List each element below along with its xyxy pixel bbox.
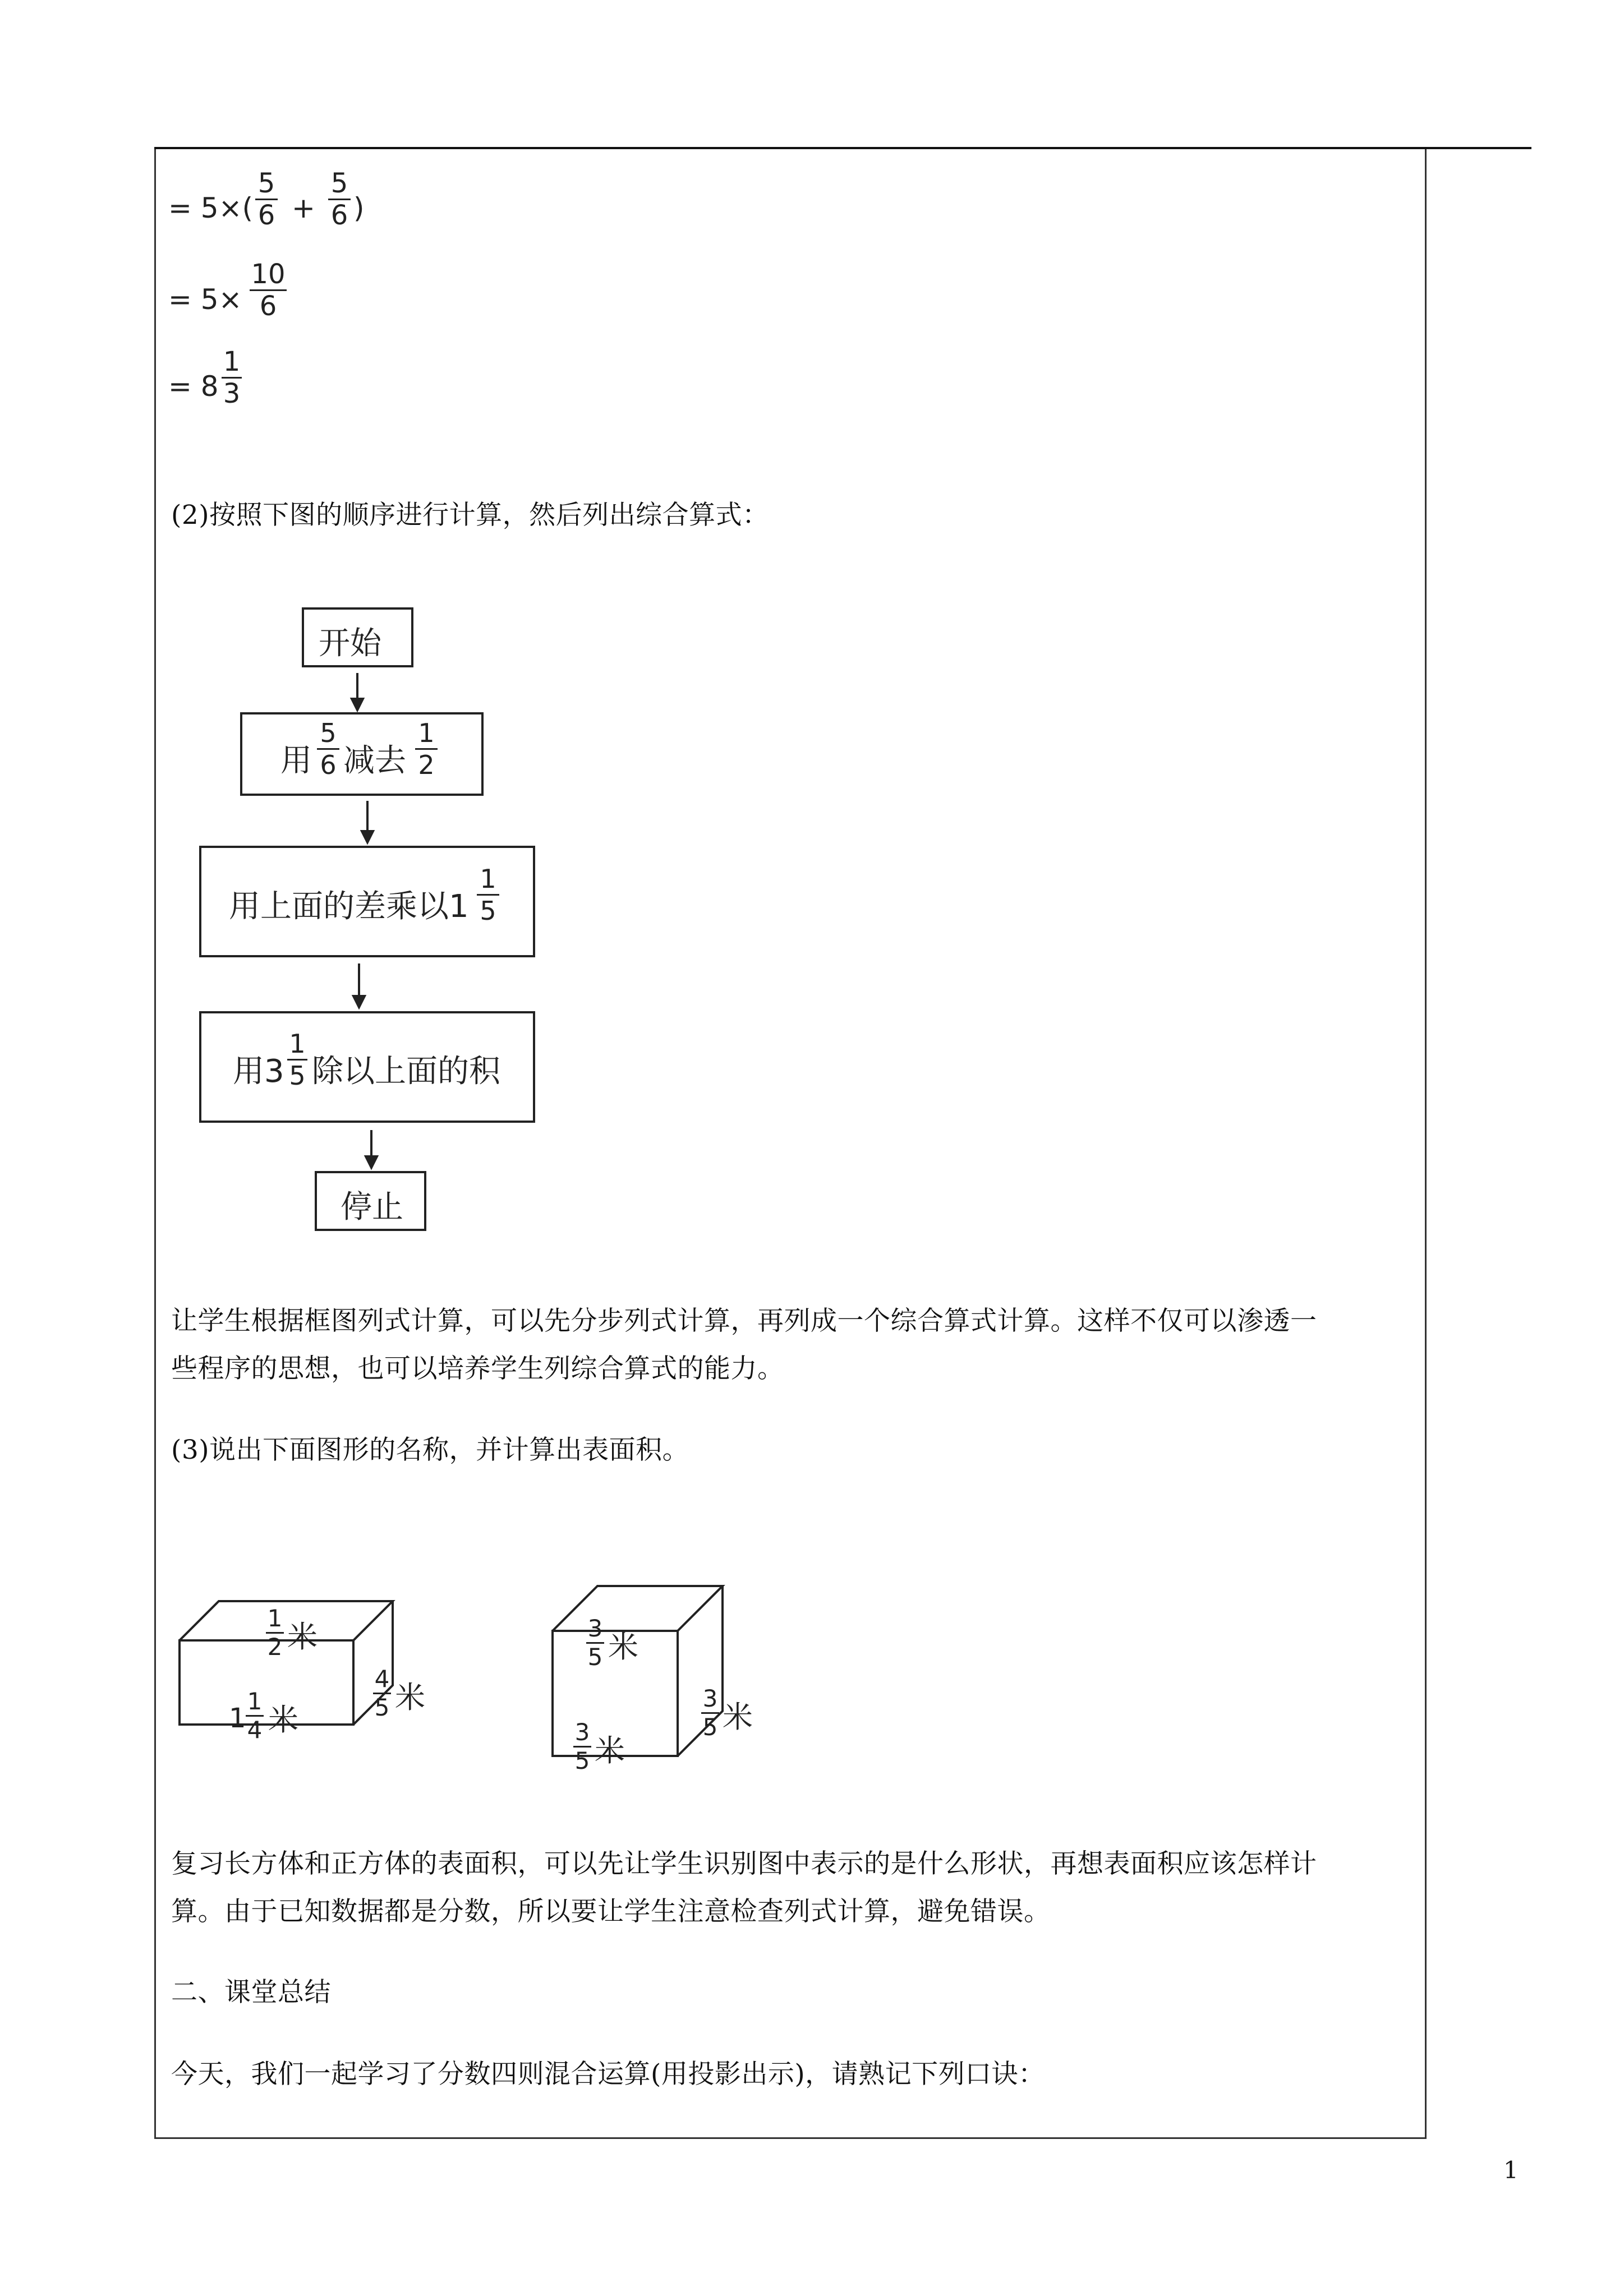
flow-stop-label: 停止 bbox=[341, 1189, 403, 1225]
eq2-fraction: 10 6 bbox=[250, 259, 287, 321]
step1-fraction-b: 1 2 bbox=[415, 718, 438, 780]
section-2-heading: (2)按照下图的顺序进行计算，然后列出综合算式： bbox=[171, 500, 769, 531]
paragraph-1-line-1: 让学生根据框图列式计算，可以先分步列式计算，再列成一个综合算式计算。这样不仅可以渗透一 bbox=[171, 1306, 1317, 1336]
cuboid-top-face bbox=[180, 1601, 393, 1640]
paragraph-2-line-2: 算。由于已知数据都是分数，所以要让学生注意检查列式计算，避免错误。 bbox=[171, 1896, 1051, 1927]
eq2-prefix: = 5× bbox=[168, 283, 242, 316]
step1-fraction-a: 5 6 bbox=[317, 718, 339, 780]
summary-text: 今天，我们一起学习了分数四则混合运算(用投影出示)，请熟记下列口诀： bbox=[171, 2059, 1045, 2090]
paragraph-1-line-2: 些程序的思想，也可以培养学生列综合算式的能力。 bbox=[171, 1353, 784, 1384]
eq1-prefix: = 5×( bbox=[168, 192, 254, 224]
flow-start-label: 开始 bbox=[319, 625, 381, 662]
eq1-plus: + bbox=[292, 192, 315, 224]
page-number: 1 bbox=[1503, 2156, 1519, 2184]
summary-heading: 二、课堂总结 bbox=[171, 1977, 331, 2008]
eq3-fraction: 1 3 bbox=[222, 347, 242, 409]
section-3-heading: (3)说出下面图形的名称，并计算出表面积。 bbox=[171, 1435, 689, 1465]
step2-fraction: 1 5 bbox=[477, 864, 499, 926]
eq1-fraction-b: 5 6 bbox=[328, 168, 351, 230]
paragraph-2-line-1: 复习长方体和正方体的表面积，可以先让学生识别图中表示的是什么形状，再想表面积应该怎样计 bbox=[171, 1848, 1317, 1879]
eq1-suffix: ) bbox=[353, 192, 365, 224]
eq1-fraction-a: 5 6 bbox=[255, 168, 278, 230]
eq3-prefix: = 8 bbox=[168, 370, 219, 403]
step3-fraction: 1 5 bbox=[287, 1029, 307, 1091]
